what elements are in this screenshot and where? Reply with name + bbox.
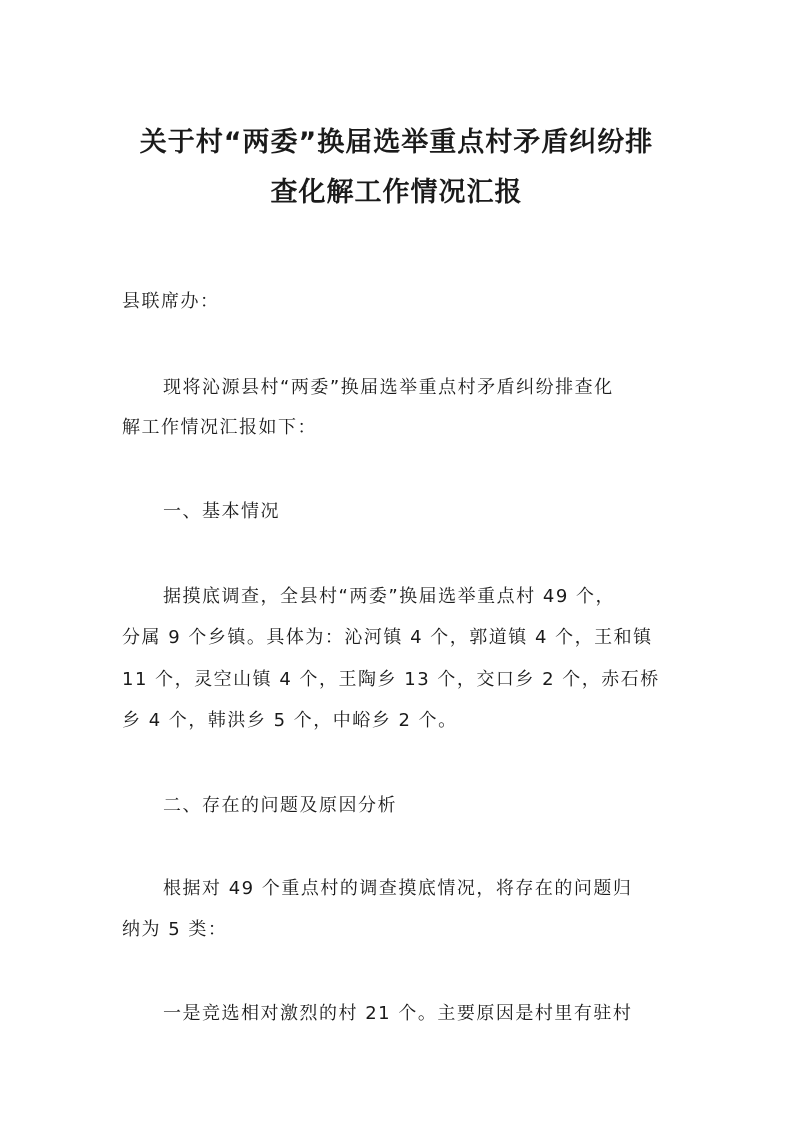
intro-line-1: 现将沁源县村“两委”换届选举重点村矛盾纠纷排查化 [163, 377, 614, 398]
section2-line-2: 纳为 5 类： [122, 919, 228, 940]
section1-line-2: 分属 9 个乡镇。具体为：沁河镇 4 个，郭道镇 4 个，王和镇 [122, 627, 653, 648]
section2-line-1: 根据对 49 个重点村的调查摸底情况，将存在的问题归 [163, 878, 633, 899]
section1-line-3: 11 个，灵空山镇 4 个，王陶乡 13 个，交口乡 2 个，赤石桥 [122, 669, 660, 690]
section1-heading: 一、基本情况 [163, 501, 280, 522]
section1-line-1: 据摸底调查，全县村“两委”换届选举重点村 49 个， [163, 586, 615, 607]
document-title-line-1: 关于村“两委”换届选举重点村矛盾纠纷排 [139, 127, 654, 158]
section1-line-4: 乡 4 个，韩洪乡 5 个，中峪乡 2 个。 [122, 710, 458, 731]
document-title-line-2: 查化解工作情况汇报 [270, 177, 523, 208]
item1-line-1: 一是竞选相对激烈的村 21 个。主要原因是村里有驻村 [163, 1003, 633, 1024]
intro-line-2: 解工作情况汇报如下： [122, 417, 317, 438]
section2-heading: 二、存在的问题及原因分析 [163, 795, 397, 816]
salutation: 县联席办： [122, 291, 220, 312]
